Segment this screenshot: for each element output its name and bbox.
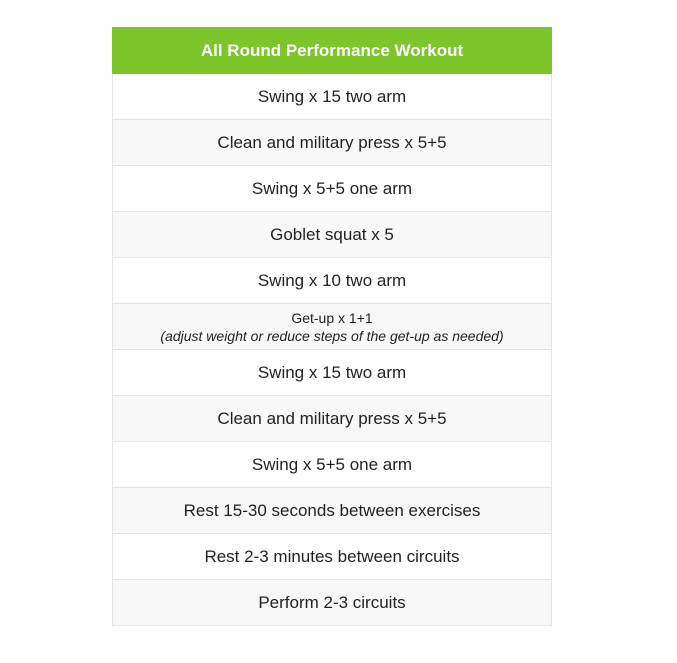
table-header-row (113, 28, 552, 74)
table-row (113, 350, 552, 396)
table-title: All Round Performance Workout (113, 28, 552, 74)
instruction-cell: Perform 2-3 circuits (113, 580, 552, 626)
getup-label: Get-up x 1+1 (291, 309, 373, 326)
instruction-cell: Rest 15-30 seconds between exercises (113, 488, 552, 534)
exercise-cell: Swing x 15 two arm (113, 350, 552, 396)
getup-note: (adjust weight or reduce steps of the get-up as needed) (160, 327, 504, 344)
table-row (113, 212, 552, 258)
table-row (113, 488, 552, 534)
exercise-cell: Swing x 5+5 one arm (113, 442, 552, 488)
table-row (113, 534, 552, 580)
table-row (113, 74, 552, 120)
exercise-cell: Clean and military press x 5+5 (113, 396, 552, 442)
table-row (113, 120, 552, 166)
exercise-cell: Clean and military press x 5+5 (113, 120, 552, 166)
exercise-cell: Goblet squat x 5 (113, 212, 552, 258)
table-row (113, 304, 552, 350)
exercise-cell: Swing x 15 two arm (113, 74, 552, 120)
exercise-cell: Swing x 10 two arm (113, 258, 552, 304)
instruction-cell: Rest 2-3 minutes between circuits (113, 534, 552, 580)
table-row (113, 396, 552, 442)
table-row (113, 442, 552, 488)
exercise-cell: Swing x 5+5 one arm (113, 166, 552, 212)
exercise-cell-getup (113, 304, 552, 350)
workout-table (112, 27, 552, 626)
table-row (113, 166, 552, 212)
table-row (113, 258, 552, 304)
table-row (113, 580, 552, 626)
